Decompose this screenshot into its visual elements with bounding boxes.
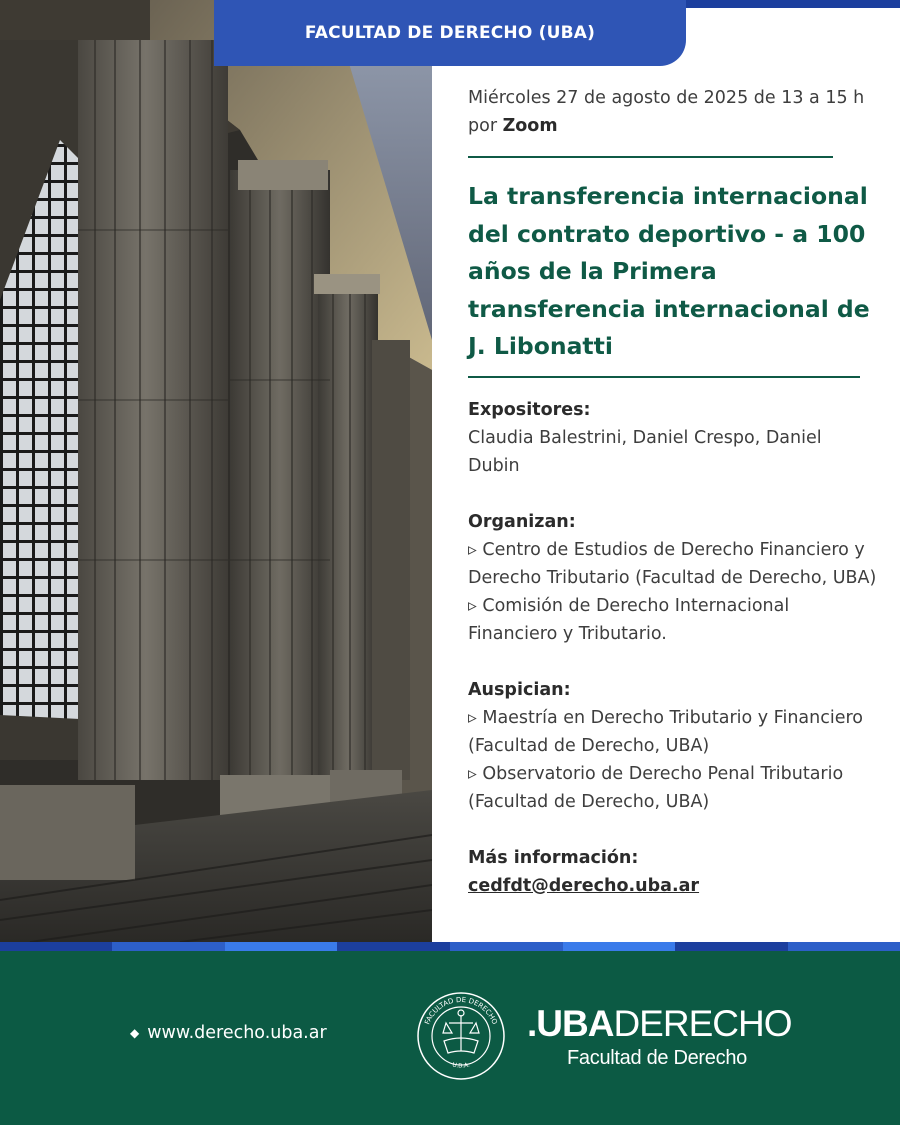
- website-text: www.derecho.uba.ar: [147, 1023, 327, 1043]
- university-seal-icon: [416, 991, 506, 1081]
- brand-derecho: DERECHO: [613, 1003, 792, 1044]
- brand-subtitle: Facultad de Derecho: [567, 1047, 747, 1069]
- speakers-section: [468, 396, 878, 480]
- event-date-text: Miércoles 27 de agosto de 2025 de 13 a 15 h por: [468, 88, 865, 136]
- organizers-section: [468, 508, 878, 648]
- brand-uba: .UBA: [527, 1003, 614, 1044]
- diamond-bullet-icon: ◆: [130, 1026, 140, 1040]
- footer: [0, 951, 900, 1125]
- sponsors-section: [468, 676, 878, 816]
- event-date: [468, 84, 878, 140]
- organizer-item: ▹ Centro de Estudios de Derecho Financiero y Derecho Tributario (Facultad de Derecho, UBA): [468, 539, 877, 588]
- sponsor-item: ▹ Maestría en Derecho Tributario y Financiero (Facultad de Derecho, UBA): [468, 707, 864, 756]
- seal-text-top: FACULTAD DE DERECHO: [423, 995, 499, 1026]
- svg-text:U.B.A.: [451, 1061, 470, 1069]
- info-label: Más información:: [468, 847, 639, 868]
- building-columns-photo: [0, 0, 432, 942]
- speakers-names: Claudia Balestrini, Daniel Crespo, Daniel Dubin: [468, 427, 822, 476]
- contact-email-link[interactable]: cedfdt@derecho.uba.ar: [468, 875, 700, 896]
- info-section: [468, 844, 878, 900]
- organizer-item: ▹ Comisión de Derecho Internacional Financiero y Tributario.: [468, 595, 790, 644]
- sponsor-item: ▹ Observatorio de Derecho Penal Tributario (Facultad de Derecho, UBA): [468, 763, 844, 812]
- event-details: [468, 84, 878, 900]
- uba-derecho-logo: [527, 1003, 791, 1070]
- bottom-color-stripe: [0, 942, 900, 951]
- sponsors-label: Auspician:: [468, 679, 571, 700]
- event-title: La transferencia internacional del contrato deportivo - a 100 años de la Primera transferencia internacional de J. Libonatti: [468, 182, 870, 360]
- seal-text-bottom: U.B.A.: [451, 1061, 471, 1070]
- organizers-label: Organizan:: [468, 511, 576, 532]
- website-link[interactable]: [130, 1023, 327, 1043]
- header-label: FACULTAD DE DERECHO (UBA): [304, 23, 596, 43]
- divider-top: [468, 156, 833, 158]
- faculty-header-tab: [214, 0, 686, 66]
- divider-bottom: [468, 376, 860, 378]
- speakers-label: Expositores:: [468, 399, 591, 420]
- event-platform: Zoom: [502, 116, 558, 136]
